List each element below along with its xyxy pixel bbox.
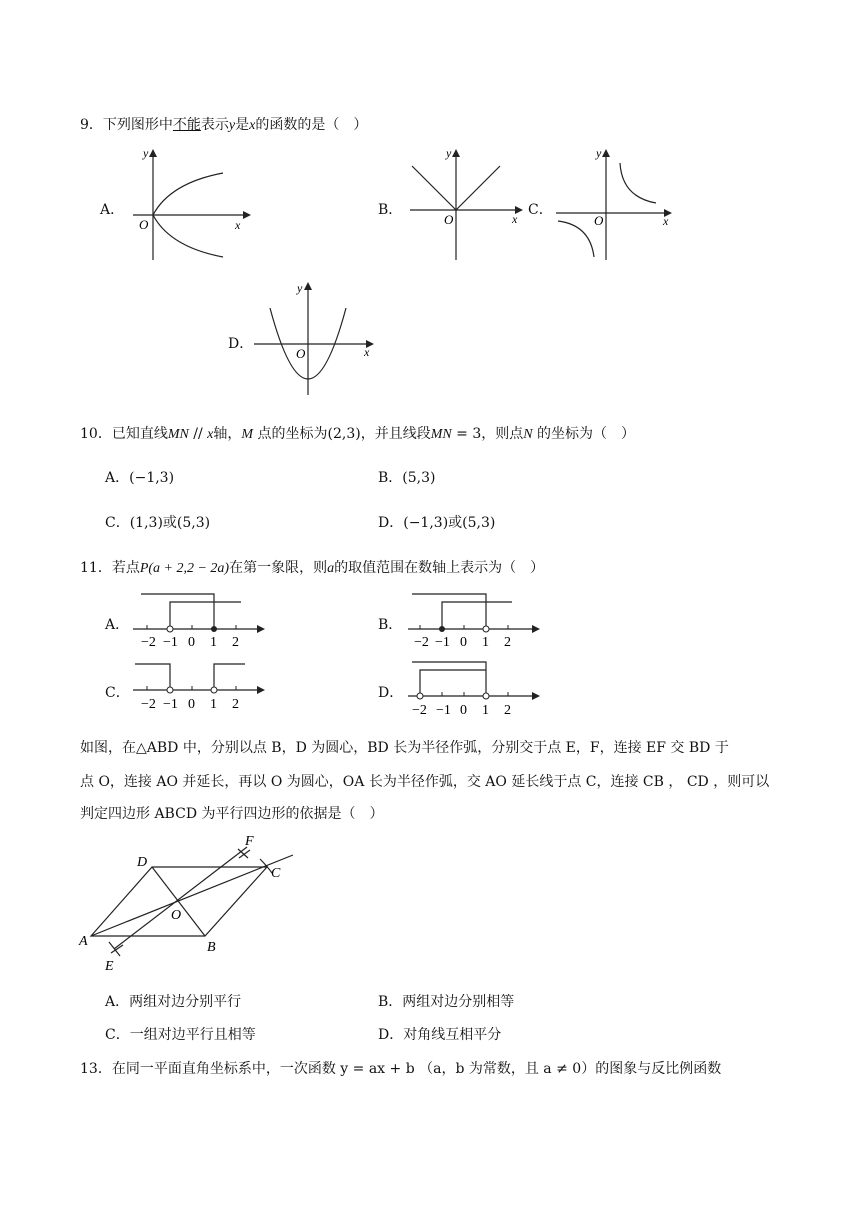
point-f-label: F [245,834,254,849]
svg-text:0: 0 [460,635,467,650]
axis-y-label: y [596,146,602,160]
q11-numberline-c [125,656,270,718]
svg-text:0: 0 [460,703,467,718]
svg-text:−1: −1 [163,697,178,712]
q9-option-b-label: B． [378,202,403,218]
q9-graph-b [400,145,530,265]
q11-numberline-d [400,656,545,718]
q12-option-a[interactable]: A．两组对边分别平行 [105,994,242,1010]
vertex-a-label: A [79,934,88,949]
svg-text:2: 2 [504,635,511,650]
q11-numberline-a [125,588,270,650]
axis-x-label: x [512,212,518,226]
axis-x-label: x [235,218,241,232]
q9-graph-d [250,280,380,400]
q11-option-a-label: A． [105,617,130,633]
svg-text:2: 2 [232,635,239,650]
origin-label: O [444,212,454,227]
q11-option-b-label: B． [378,617,403,633]
axis-x-label: x [663,214,669,228]
emphasis-not: 不能 [172,117,201,133]
q9-option-a-label: A． [100,202,125,218]
question-10-stem: 10．已知直线MN // x轴，M 点的坐标为(2,3)，并且线段MN = 3，则点N 的坐标为（ ） [80,426,636,442]
svg-text:0: 0 [188,635,195,650]
svg-text:−2: −2 [414,635,429,650]
origin-label: O [594,213,604,228]
axis-y-label: y [446,146,452,160]
q10-option-c[interactable]: C．(1,3)或(5,3) [105,515,211,531]
q10-option-a[interactable]: A．(−1,3) [105,470,175,486]
svg-text:−1: −1 [435,635,450,650]
vertex-c-label: C [271,866,281,881]
svg-text:−2: −2 [141,635,156,650]
q9-graph-c [550,145,680,265]
point-e-label: E [105,959,114,974]
svg-text:−1: −1 [163,635,178,650]
q12-option-b[interactable]: B．两组对边分别相等 [378,994,515,1010]
q11-numberline-b [400,588,545,650]
q11-option-d-label: D． [378,685,404,701]
svg-text:2: 2 [232,697,239,712]
origin-label: O [139,217,149,232]
svg-text:−1: −1 [436,703,451,718]
vertex-b-label: B [207,940,216,955]
question-12-line-1: 如图，在△ABD 中，分别以点 B，D 为圆心，BD 长为半径作弧，分别交于点 E，F，连接 EF 交 BD 于 [80,740,729,756]
q9-option-c-label: C． [528,202,553,218]
svg-text:1: 1 [210,635,217,650]
question-9-stem: 9．下列图形中不能表示y是x的函数的是（ ） [80,117,368,133]
q9-option-d-label: D． [228,336,254,352]
svg-text:1: 1 [210,697,217,712]
svg-text:1: 1 [482,635,489,650]
q12-option-d[interactable]: D．对角线互相平分 [378,1027,502,1043]
q12-option-c[interactable]: C．一组对边平行且相等 [105,1027,256,1043]
q11-option-c-label: C． [105,685,130,701]
q9-graph-a [125,145,255,265]
svg-text:1: 1 [482,703,489,718]
svg-text:−2: −2 [412,703,427,718]
svg-text:−2: −2 [141,697,156,712]
svg-text:2: 2 [504,703,511,718]
axis-x-label: x [364,345,370,359]
point-o-label: O [171,908,182,923]
svg-text:0: 0 [188,697,195,712]
q10-option-b[interactable]: B．(5,3) [378,470,436,486]
axis-y-label: y [297,281,303,295]
origin-label: O [296,346,306,361]
question-12-line-3: 判定四边形 ABCD 为平行四边形的依据是（ ） [80,806,384,822]
vertex-d-label: D [137,855,148,870]
axis-y-label: y [143,146,149,160]
question-12-line-2: 点 O，连接 AO 并延长，再以 O 为圆心，OA 长为半径作弧，交 AO 延长线于点 C，连接 CB ， CD ，则可以 [80,774,770,790]
q12-parallelogram-figure [75,825,305,975]
question-13-stem: 13．在同一平面直角坐标系中，一次函数 y = ax + b （a，b 为常数，且 a ≠ 0）的图象与反比例函数 [80,1061,722,1077]
question-11-stem: 11．若点P(a + 2,2 − 2a)在第一象限，则a的取值范围在数轴上表示为（ ） [80,560,545,576]
q10-option-d[interactable]: D．(−1,3)或(5,3) [378,515,496,531]
